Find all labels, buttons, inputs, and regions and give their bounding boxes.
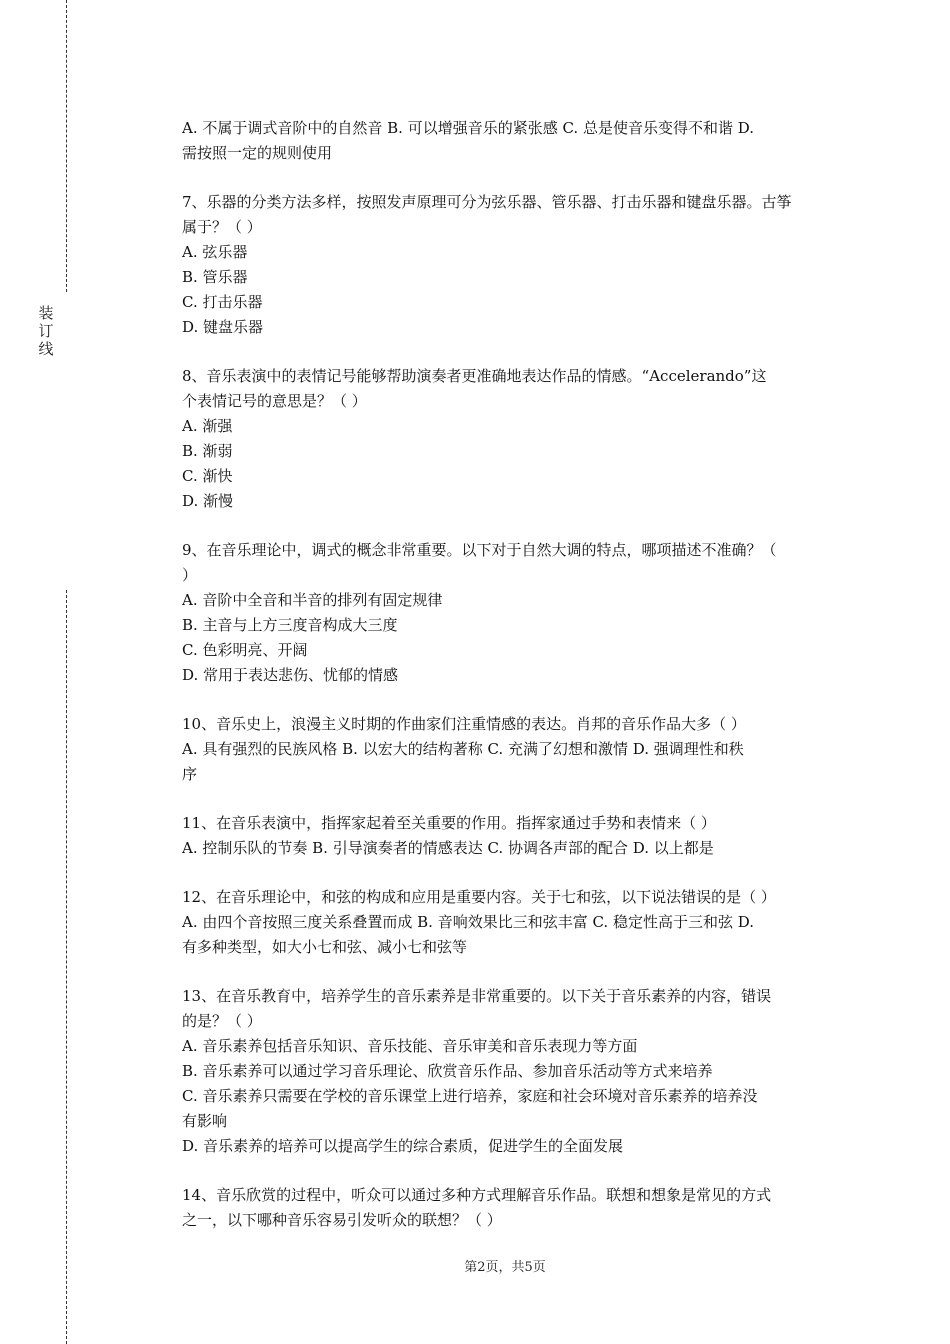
question-stem: 的是？（ ）: [182, 1012, 262, 1030]
option-line: 需按照一定的规则使用: [182, 144, 333, 162]
option-c: C. 渐快: [182, 467, 233, 485]
option-d: D. 键盘乐器: [182, 318, 264, 336]
question-stem: 9、在音乐理论中，调式的概念非常重要。以下对于自然大调的特点，哪项描述不准确？（: [182, 541, 777, 559]
question-stem: 14、音乐欣赏的过程中，听众可以通过多种方式理解音乐作品。联想和想象是常见的方式: [182, 1186, 772, 1204]
question-stem: 之一，以下哪种音乐容易引发听众的联想？（ ）: [182, 1211, 502, 1229]
option-b: B. 音乐素养可以通过学习音乐理论、欣赏音乐作品、参加音乐活动等方式来培养: [182, 1062, 713, 1080]
question-stem: 11、在音乐表演中，指挥家起着至关重要的作用。指挥家通过手势和表情来（ ）: [182, 814, 716, 832]
question-stem: 个表情记号的意思是？（ ）: [182, 392, 367, 410]
option-a: A. 弦乐器: [182, 243, 248, 261]
binding-char: 装: [38, 304, 54, 322]
question-9: [182, 538, 838, 688]
question-stem: 属于？（ ）: [182, 218, 262, 236]
option-b: B. 主音与上方三度音构成大三度: [182, 616, 398, 634]
option-line: A. 由四个音按照三度关系叠置而成 B. 音响效果比三和弦丰富 C. 稳定性高于三和弦 D.: [182, 913, 754, 931]
page-number-footer: 第2页，共5页: [464, 1260, 546, 1275]
binding-dashed-line-bottom: [66, 590, 67, 1344]
option-line: 有多种类型，如大小七和弦、减小七和弦等: [182, 938, 468, 956]
binding-dashed-line-top: [66, 0, 67, 292]
option-c: C. 音乐素养只需要在学校的音乐课堂上进行培养，家庭和社会环境对音乐素养的培养没: [182, 1087, 758, 1105]
question-stem: 10、音乐史上，浪漫主义时期的作曲家们注重情感的表达。肖邦的音乐作品大多（ ）: [182, 715, 746, 733]
option-d: D. 渐慢: [182, 492, 234, 510]
option-line: A. 不属于调式音阶中的自然音 B. 可以增强音乐的紧张感 C. 总是使音乐变得不和谐 D.: [182, 119, 754, 137]
question-stem: 7、乐器的分类方法多样，按照发声原理可分为弦乐器、管乐器、打击乐器和键盘乐器。古筝: [182, 193, 792, 211]
question-7: [182, 190, 838, 340]
option-line: 序: [182, 765, 198, 783]
question-stem: 8、音乐表演中的表情记号能够帮助演奏者更准确地表达作品的情感。“Accelerando”这: [182, 367, 767, 385]
option-line: A. 控制乐队的节奏 B. 引导演奏者的情感表达 C. 协调各声部的配合 D. 以上都是: [182, 839, 714, 857]
option-line: A. 具有强烈的民族风格 B. 以宏大的结构著称 C. 充满了幻想和激情 D. 强调理性和秩: [182, 740, 744, 758]
option-a: A. 音乐素养包括音乐知识、音乐技能、音乐审美和音乐表现力等方面: [182, 1037, 638, 1055]
question-10: [182, 712, 838, 787]
question-6-options: [182, 116, 838, 166]
question-stem: 13、在音乐教育中，培养学生的音乐素养是非常重要的。以下关于音乐素养的内容，错误: [182, 987, 772, 1005]
option-c: C. 打击乐器: [182, 293, 263, 311]
option-b: B. 渐弱: [182, 442, 233, 460]
question-13: [182, 984, 838, 1159]
question-14: [182, 1183, 838, 1233]
option-d: D. 音乐素养的培养可以提高学生的综合素质，促进学生的全面发展: [182, 1137, 624, 1155]
binding-char: 线: [38, 340, 54, 358]
binding-label: [36, 304, 56, 358]
option-b: B. 管乐器: [182, 268, 248, 286]
option-a: A. 音阶中全音和半音的排列有固定规律: [182, 591, 443, 609]
question-stem: ）: [182, 566, 198, 584]
question-stem: 12、在音乐理论中，和弦的构成和应用是重要内容。关于七和弦，以下说法错误的是（ ）: [182, 888, 776, 906]
option-a: A. 渐强: [182, 417, 233, 435]
question-12: [182, 885, 838, 960]
question-content: [182, 116, 838, 1233]
option-c-continued: 有影响: [182, 1112, 228, 1130]
question-8: [182, 364, 838, 514]
binding-char: 订: [38, 322, 54, 340]
option-d: D. 常用于表达悲伤、忧郁的情感: [182, 666, 399, 684]
question-11: [182, 811, 838, 861]
option-c: C. 色彩明亮、开阔: [182, 641, 308, 659]
